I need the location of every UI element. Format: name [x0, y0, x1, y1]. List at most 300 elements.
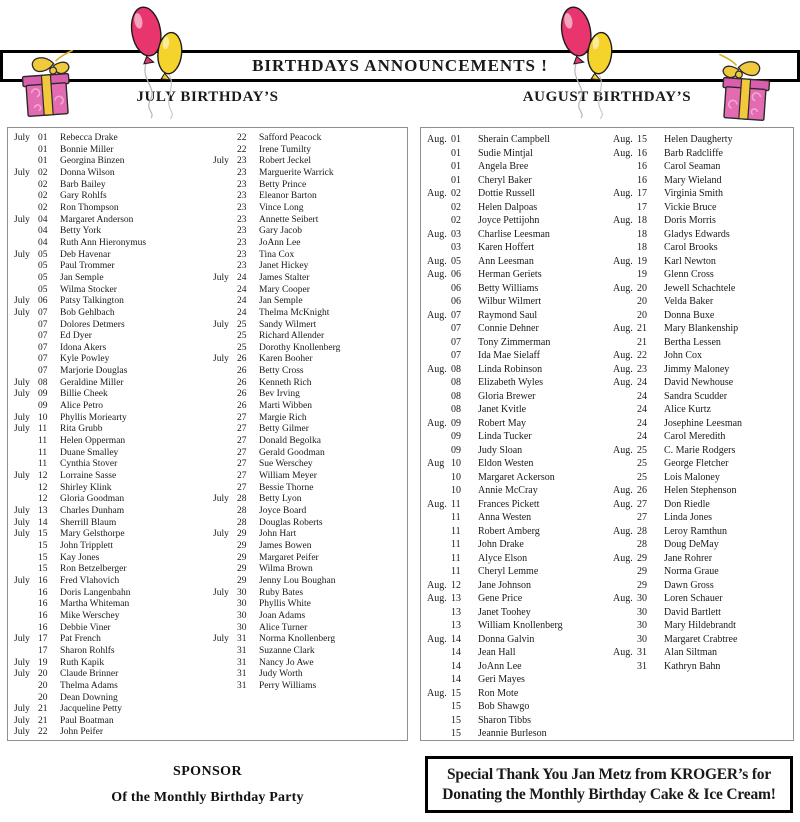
- birthday-row: [14, 250, 207, 262]
- birthday-row: [14, 320, 207, 332]
- birthday-row: [14, 168, 207, 180]
- day-number: 14: [38, 517, 48, 528]
- month-label: [613, 619, 637, 633]
- person-name: Robert May: [478, 417, 527, 429]
- person-name: Duane Smalley: [60, 447, 119, 458]
- month-label: [613, 228, 637, 242]
- balloon-string: [145, 61, 152, 118]
- person-name: David Bartlett: [664, 606, 721, 618]
- person-name: Alyce Elson: [478, 552, 528, 564]
- month-label: [14, 623, 38, 635]
- month-label: Aug.: [427, 498, 447, 510]
- day-number: 19: [637, 255, 647, 267]
- day-number: 26: [637, 485, 647, 496]
- person-name: Betty York: [60, 226, 102, 237]
- birthday-row: [213, 273, 406, 285]
- month-label: [14, 681, 38, 693]
- month-label: [14, 564, 38, 576]
- month-label: [213, 331, 237, 343]
- month-label: Aug.: [613, 363, 633, 375]
- person-name: John Tripplett: [60, 540, 114, 551]
- day-number: 09: [38, 389, 48, 400]
- birthday-row: [213, 366, 406, 378]
- birthday-row: [613, 498, 793, 512]
- person-name: Don Riedle: [664, 498, 710, 510]
- month-label: July: [14, 529, 30, 540]
- birthday-row: [14, 588, 207, 600]
- birthday-row: [427, 309, 607, 323]
- birthday-row: [613, 390, 793, 404]
- month-label: [213, 133, 237, 145]
- balloons-icon: [124, 2, 194, 120]
- month-label: July: [14, 575, 30, 586]
- birthday-row: [14, 238, 207, 250]
- person-name: Donna Galvin: [478, 633, 535, 645]
- day-number: 07: [451, 309, 461, 321]
- birthday-row: [14, 401, 207, 413]
- birthday-row: [613, 430, 793, 444]
- month-label: July: [213, 587, 229, 598]
- day-number: 30: [637, 593, 647, 604]
- person-name: Sherrill Blaum: [60, 517, 117, 528]
- month-label: July: [14, 377, 30, 388]
- person-name: Perry Williams: [259, 680, 317, 691]
- day-number: 01: [451, 174, 461, 186]
- person-name: Connie Dehner: [478, 323, 539, 334]
- day-number: 18: [637, 228, 647, 240]
- month-label: [613, 201, 637, 215]
- day-number: 28: [237, 494, 247, 505]
- person-name: James Stalter: [259, 272, 310, 283]
- gift-ribbon: [739, 79, 751, 120]
- person-name: Bessie Thorne: [259, 482, 314, 493]
- month-label: July: [213, 634, 229, 645]
- person-name: Pat French: [60, 634, 101, 645]
- day-number: 11: [38, 447, 48, 458]
- day-number: 22: [237, 144, 247, 155]
- person-name: Irene Tumilty: [259, 144, 311, 155]
- person-name: Sudie Mintjal: [478, 147, 533, 159]
- month-label: [14, 553, 38, 565]
- day-number: 05: [38, 284, 48, 295]
- month-label: [427, 241, 451, 255]
- person-name: Linda Jones: [664, 512, 713, 523]
- day-number: 29: [637, 552, 647, 564]
- person-name: Gloria Brewer: [478, 390, 536, 402]
- day-number: 21: [38, 715, 48, 726]
- day-number: 23: [237, 261, 247, 272]
- person-name: Safford Peacock: [259, 133, 322, 143]
- birthday-row: [14, 506, 207, 518]
- month-label: [613, 417, 637, 431]
- day-number: 25: [237, 342, 247, 353]
- birthday-row: [213, 623, 406, 635]
- gift-ribbon: [41, 75, 53, 116]
- person-name: Robert Amberg: [478, 525, 540, 537]
- month-label: [14, 611, 38, 623]
- sponsor-subheading: Of the Monthly Birthday Party: [111, 790, 304, 805]
- month-label: [213, 343, 237, 355]
- day-number: 23: [237, 156, 247, 167]
- birthday-row: [14, 180, 207, 192]
- day-number: 20: [38, 669, 48, 680]
- birthday-row: [213, 250, 406, 262]
- month-label: Aug.: [427, 417, 447, 429]
- month-label: [427, 201, 451, 215]
- person-name: Karl Newton: [664, 255, 716, 267]
- day-number: 05: [451, 255, 461, 267]
- birthday-row: [613, 187, 793, 201]
- person-name: Cheryl Lemme: [478, 566, 539, 577]
- day-number: 27: [237, 482, 247, 493]
- month-label: [213, 389, 237, 401]
- month-label: [14, 343, 38, 355]
- day-number: 07: [451, 336, 461, 348]
- birthday-row: [613, 322, 793, 336]
- day-number: 24: [637, 390, 647, 402]
- month-label: July: [213, 494, 229, 505]
- person-name: Mike Werschey: [60, 610, 120, 621]
- month-label: July: [14, 669, 30, 680]
- birthday-row: [213, 424, 406, 436]
- birthday-row: [613, 552, 793, 566]
- month-label: Aug.: [427, 687, 447, 699]
- month-label: July: [213, 272, 229, 283]
- day-number: 29: [237, 564, 247, 575]
- day-number: 15: [451, 728, 461, 739]
- month-label: [14, 436, 38, 448]
- month-label: [213, 483, 237, 495]
- day-number: 07: [451, 323, 461, 334]
- person-name: John Drake: [478, 539, 524, 550]
- day-number: 26: [237, 354, 247, 365]
- month-label: Aug.: [427, 188, 447, 199]
- birthday-row: [427, 700, 607, 714]
- birthday-row: [427, 646, 607, 660]
- person-name: Lois Maloney: [664, 471, 720, 483]
- person-name: John Peifer: [60, 727, 104, 738]
- person-name: Ruth Kapik: [60, 657, 105, 668]
- day-number: 29: [237, 575, 247, 586]
- day-number: 15: [451, 687, 461, 699]
- month-label: Aug.: [427, 363, 447, 375]
- day-number: 31: [637, 660, 647, 672]
- day-number: 05: [38, 261, 48, 272]
- month-label: [427, 390, 451, 404]
- day-number: 08: [451, 390, 461, 402]
- birthday-row: [213, 203, 406, 215]
- person-name: Ruth Ann Hieronymus: [60, 237, 147, 248]
- birthday-row: [14, 145, 207, 157]
- month-label: [213, 599, 237, 611]
- day-number: 31: [637, 647, 647, 658]
- person-name: Alan Siltman: [664, 647, 718, 658]
- person-name: Linda Tucker: [478, 431, 532, 442]
- day-number: 30: [637, 620, 647, 631]
- birthday-row: [14, 564, 207, 576]
- birthday-row: [613, 241, 793, 255]
- person-name: Dorothy Knollenberg: [259, 342, 341, 353]
- month-label: [14, 483, 38, 495]
- month-label: Aug.: [427, 579, 447, 591]
- month-label: [613, 457, 637, 471]
- birthday-row: [14, 553, 207, 565]
- month-label: [427, 511, 451, 525]
- person-name: Gene Price: [478, 593, 523, 604]
- month-label: [213, 401, 237, 413]
- birthday-row: [427, 241, 607, 255]
- month-label: July: [14, 704, 30, 715]
- day-number: 07: [38, 307, 48, 318]
- day-number: 10: [451, 485, 461, 496]
- day-number: 21: [637, 336, 647, 348]
- person-name: Mary Hildebrandt: [664, 620, 736, 631]
- month-label: [213, 459, 237, 471]
- day-number: 19: [38, 657, 48, 668]
- month-label: Aug.: [613, 552, 633, 564]
- day-number: 16: [38, 575, 48, 586]
- birthday-row: [427, 133, 607, 147]
- birthday-row: [213, 576, 406, 588]
- day-number: 05: [38, 272, 48, 283]
- day-number: 11: [38, 424, 48, 435]
- person-name: Judy Worth: [259, 669, 303, 680]
- month-label: [14, 331, 38, 343]
- person-name: Margaret Crabtree: [664, 633, 738, 645]
- day-number: 15: [451, 701, 461, 712]
- day-number: 29: [637, 579, 647, 591]
- birthday-row: [427, 282, 607, 296]
- birthday-row: [213, 389, 406, 401]
- day-number: 13: [451, 606, 461, 618]
- day-number: 01: [38, 156, 48, 167]
- person-name: Dolores Detmers: [60, 319, 125, 330]
- day-number: 24: [637, 417, 647, 429]
- month-label: [213, 564, 237, 576]
- day-number: 24: [637, 377, 647, 388]
- day-number: 27: [637, 512, 647, 523]
- august-column-2: [607, 128, 793, 740]
- day-number: 27: [637, 498, 647, 510]
- birthday-row: [613, 538, 793, 552]
- birthday-row: [213, 471, 406, 483]
- person-name: Bob Shawgo: [478, 701, 530, 712]
- birthday-row: [613, 471, 793, 485]
- day-number: 16: [38, 587, 48, 598]
- birthday-row: [213, 145, 406, 157]
- birthday-row: [213, 448, 406, 460]
- birthday-row: [213, 459, 406, 471]
- person-name: Angela Bree: [478, 161, 529, 172]
- birthday-row: [14, 215, 207, 227]
- person-name: Cheryl Baker: [478, 174, 532, 186]
- day-number: 11: [451, 498, 461, 510]
- person-name: Virginia Smith: [664, 188, 723, 199]
- month-label: [213, 261, 237, 273]
- month-label: [613, 511, 637, 525]
- month-label: [213, 413, 237, 425]
- person-name: Nancy Jo Awe: [259, 657, 314, 668]
- birthday-row: [213, 611, 406, 623]
- birthday-row: [213, 320, 406, 332]
- birthday-row: [427, 484, 607, 498]
- month-label: July: [14, 634, 30, 645]
- month-label: [427, 538, 451, 552]
- birthday-row: [14, 646, 207, 658]
- person-name: Martha Whiteman: [60, 599, 130, 610]
- month-label: Aug.: [427, 593, 447, 604]
- month-label: [213, 471, 237, 483]
- day-number: 08: [451, 404, 461, 415]
- person-name: Shirley Klink: [60, 482, 112, 493]
- birthday-row: [613, 606, 793, 620]
- month-label: [427, 727, 451, 740]
- person-name: Wilma Brown: [259, 564, 313, 575]
- person-name: Cynthia Stover: [60, 459, 118, 470]
- person-name: Ron Betzelberger: [60, 564, 127, 575]
- month-label: July: [14, 412, 30, 423]
- month-label: [14, 238, 38, 250]
- person-name: Carol Seaman: [664, 161, 721, 172]
- person-name: Geri Mayes: [478, 674, 525, 685]
- birthday-row: [213, 191, 406, 203]
- month-label: [427, 714, 451, 728]
- day-number: 10: [451, 471, 461, 483]
- person-name: Carol Brooks: [664, 242, 718, 253]
- sponsor-block: [7, 764, 408, 806]
- day-number: 19: [637, 269, 647, 280]
- birthday-row: [427, 268, 607, 282]
- person-name: Judy Sloan: [478, 444, 523, 456]
- birthday-row: [613, 363, 793, 377]
- person-name: Annie McCray: [478, 485, 538, 496]
- birthday-row: [427, 430, 607, 444]
- birthday-row: [14, 156, 207, 168]
- day-number: 11: [38, 459, 48, 470]
- month-label: [427, 174, 451, 188]
- person-name: Tony Zimmerman: [478, 336, 551, 348]
- month-label: [213, 506, 237, 518]
- person-name: Billie Cheek: [60, 389, 108, 400]
- person-name: Barb Radcliffe: [664, 147, 723, 159]
- person-name: Idona Akers: [60, 342, 107, 353]
- day-number: 27: [237, 412, 247, 423]
- month-label: July: [213, 529, 229, 540]
- person-name: James Bowen: [259, 540, 312, 551]
- day-number: 15: [38, 529, 48, 540]
- person-name: Thelma Adams: [60, 680, 118, 691]
- person-name: Geraldine Miller: [60, 377, 124, 388]
- person-name: Doris Langenbahn: [60, 587, 131, 598]
- month-label: [613, 241, 637, 255]
- day-number: 31: [237, 680, 247, 691]
- person-name: Helen Dalpoas: [478, 201, 538, 213]
- birthday-row: [613, 336, 793, 350]
- day-number: 20: [637, 282, 647, 294]
- birthday-row: [14, 308, 207, 320]
- month-label: [427, 160, 451, 174]
- person-name: Karen Hoffert: [478, 242, 535, 253]
- day-number: 31: [237, 657, 247, 668]
- birthday-row: [613, 444, 793, 458]
- person-name: Janet Hickey: [259, 261, 309, 272]
- birthday-row: [427, 390, 607, 404]
- month-label: [427, 471, 451, 485]
- birthday-row: [14, 704, 207, 716]
- day-number: 21: [637, 323, 647, 334]
- birthday-row: [14, 226, 207, 238]
- person-name: Charles Dunham: [60, 506, 125, 516]
- month-label: [213, 576, 237, 588]
- birthday-row: [613, 174, 793, 188]
- day-number: 28: [637, 525, 647, 537]
- month-label: [613, 295, 637, 309]
- day-number: 01: [451, 134, 461, 145]
- day-number: 23: [237, 179, 247, 190]
- day-number: 15: [38, 564, 48, 575]
- person-name: Helen Stephenson: [664, 485, 737, 496]
- birthday-row: [427, 606, 607, 620]
- person-name: Bob Gehlbach: [60, 307, 115, 318]
- bow-knot: [49, 67, 56, 74]
- birthday-row: [427, 403, 607, 417]
- person-name: Fred Vlahovich: [60, 575, 120, 586]
- month-label: [14, 366, 38, 378]
- day-number: 09: [451, 444, 461, 456]
- day-number: 31: [237, 645, 247, 656]
- month-label: [427, 484, 451, 498]
- month-label: Aug.: [613, 147, 633, 159]
- month-label: [14, 448, 38, 460]
- birthday-row: [613, 511, 793, 525]
- day-number: 16: [38, 622, 48, 633]
- person-name: George Fletcher: [664, 458, 729, 469]
- month-label: [213, 669, 237, 681]
- day-number: 16: [38, 610, 48, 621]
- month-label: [213, 250, 237, 262]
- birthday-row: [14, 518, 207, 530]
- birthday-row: [213, 343, 406, 355]
- month-label: [427, 660, 451, 674]
- birthday-row: [213, 226, 406, 238]
- day-number: 13: [38, 506, 48, 516]
- day-number: 14: [451, 660, 461, 672]
- month-label: [613, 660, 637, 674]
- person-name: Joan Adams: [259, 610, 306, 621]
- birthday-row: [613, 295, 793, 309]
- day-number: 01: [451, 147, 461, 159]
- birthday-row: [14, 611, 207, 623]
- person-name: Margaret Ackerson: [478, 471, 555, 483]
- person-name: JoAnn Lee: [478, 660, 522, 672]
- day-number: 27: [237, 424, 247, 435]
- day-number: 27: [237, 459, 247, 470]
- person-name: Marguerite Warrick: [259, 167, 334, 178]
- birthday-row: [613, 214, 793, 228]
- person-name: Phyllis White: [259, 599, 311, 610]
- person-name: Rebecca Drake: [60, 133, 118, 143]
- person-name: Jane Johnson: [478, 579, 532, 591]
- person-name: Elizabeth Wyles: [478, 377, 544, 388]
- birthday-row: [613, 160, 793, 174]
- day-number: 07: [38, 342, 48, 353]
- person-name: Jacqueline Petty: [60, 704, 122, 715]
- month-label: [613, 606, 637, 620]
- month-label: [213, 191, 237, 203]
- birthday-row: [14, 681, 207, 693]
- day-number: 12: [451, 579, 461, 591]
- ribbon-curl: [719, 54, 738, 65]
